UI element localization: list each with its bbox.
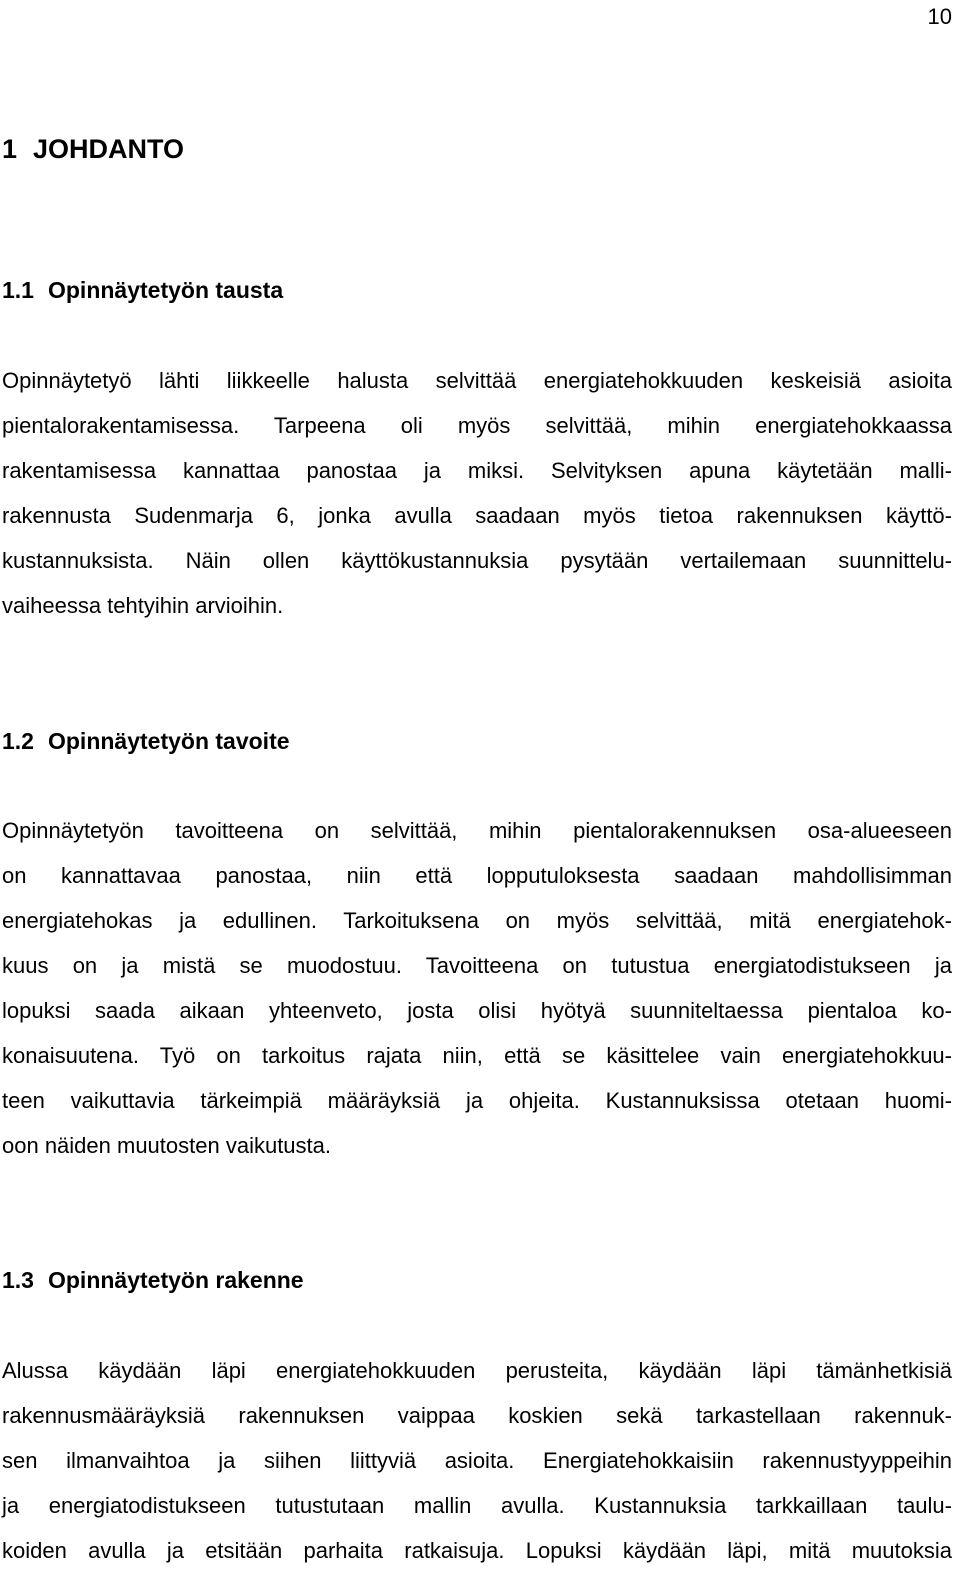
section-number: 1.1 [2, 277, 34, 303]
paragraph-line: rakennusta Sudenmarja 6, jonka avulla saadaan myös tietoa rakennuksen käyttö- [2, 503, 952, 528]
page-number: 10 [927, 4, 952, 29]
section-number: 1.3 [2, 1267, 34, 1293]
paragraph-line: konaisuutena. Työ on tarkoitus rajata niin, että se käsittelee vain energiatehokkuu- [2, 1043, 952, 1068]
paragraph-line: vaiheessa tehtyihin arvioihin. [2, 593, 284, 618]
section-title: Opinnäytetyön tavoite [47, 728, 290, 754]
section-paragraph-tausta [2, 358, 952, 628]
paragraph-line: Opinnäytetyö lähti liikkeelle halusta selvittää energiatehokkuuden keskeisiä asioita [2, 368, 952, 393]
paragraph-line: energiatehokas ja edullinen. Tarkoituksena on myös selvittää, mitä energiatehok- [2, 908, 952, 933]
paragraph-line: Opinnäytetyön tavoitteena on selvittää, mihin pientalorakennuksen osa-alueeseen [2, 818, 952, 843]
section-paragraph-tavoite [2, 808, 952, 1168]
paragraph-line: koiden avulla ja etsitään parhaita ratkaisuja. Lopuksi käydään läpi, mitä muutoksia [2, 1538, 952, 1563]
paragraph-line: oon näiden muutosten vaikutusta. [2, 1133, 332, 1158]
section-paragraph-rakenne [2, 1348, 952, 1573]
paragraph-line: Alussa käydään läpi energiatehokkuuden perusteita, käydään läpi tämänhetkisiä [2, 1358, 952, 1383]
paragraph-line: kuus on ja mistä se muodostuu. Tavoitteena on tutustua energiatodistukseen ja [2, 953, 952, 978]
paragraph-line: ja energiatodistukseen tutustutaan mallin avulla. Kustannuksia tarkkaillaan taulu- [2, 1493, 952, 1518]
paragraph-line: pientalorakentamisessa. Tarpeena oli myös selvittää, mihin energiatehokkaassa [2, 413, 952, 438]
section-title: Opinnäytetyön rakenne [47, 1267, 304, 1293]
paragraph-line: teen vaikuttavia tärkeimpiä määräyksiä ja ohjeita. Kustannuksissa otetaan huomi- [2, 1088, 952, 1113]
section-heading-rakenne [2, 1265, 304, 1295]
paragraph-line: kustannuksista. Näin ollen käyttökustannuksia pysytään vertailemaan suunnittelu- [2, 548, 952, 573]
chapter-title: JOHDANTO [33, 134, 185, 164]
section-title: Opinnäytetyön tausta [47, 277, 284, 303]
paragraph-line: on kannattavaa panostaa, niin että lopputuloksesta saadaan mahdollisimman [2, 863, 952, 888]
section-number: 1.2 [2, 728, 34, 754]
paragraph-line: rakennusmääräyksiä rakennuksen vaippaa koskien sekä tarkastellaan rakennuk- [2, 1403, 952, 1428]
chapter-heading [2, 132, 184, 166]
paragraph-line: lopuksi saada aikaan yhteenveto, josta olisi hyötyä suunniteltaessa pientaloa ko- [2, 998, 952, 1023]
paragraph-line: sen ilmanvaihtoa ja siihen liittyviä asioita. Energiatehokkaisiin rakennustyyppeihin [2, 1448, 952, 1473]
section-heading-tausta [2, 275, 283, 305]
paragraph-line: rakentamisessa kannattaa panostaa ja miksi. Selvityksen apuna käytetään malli- [2, 458, 952, 483]
section-heading-tavoite [2, 726, 290, 756]
chapter-number: 1 [2, 134, 18, 164]
